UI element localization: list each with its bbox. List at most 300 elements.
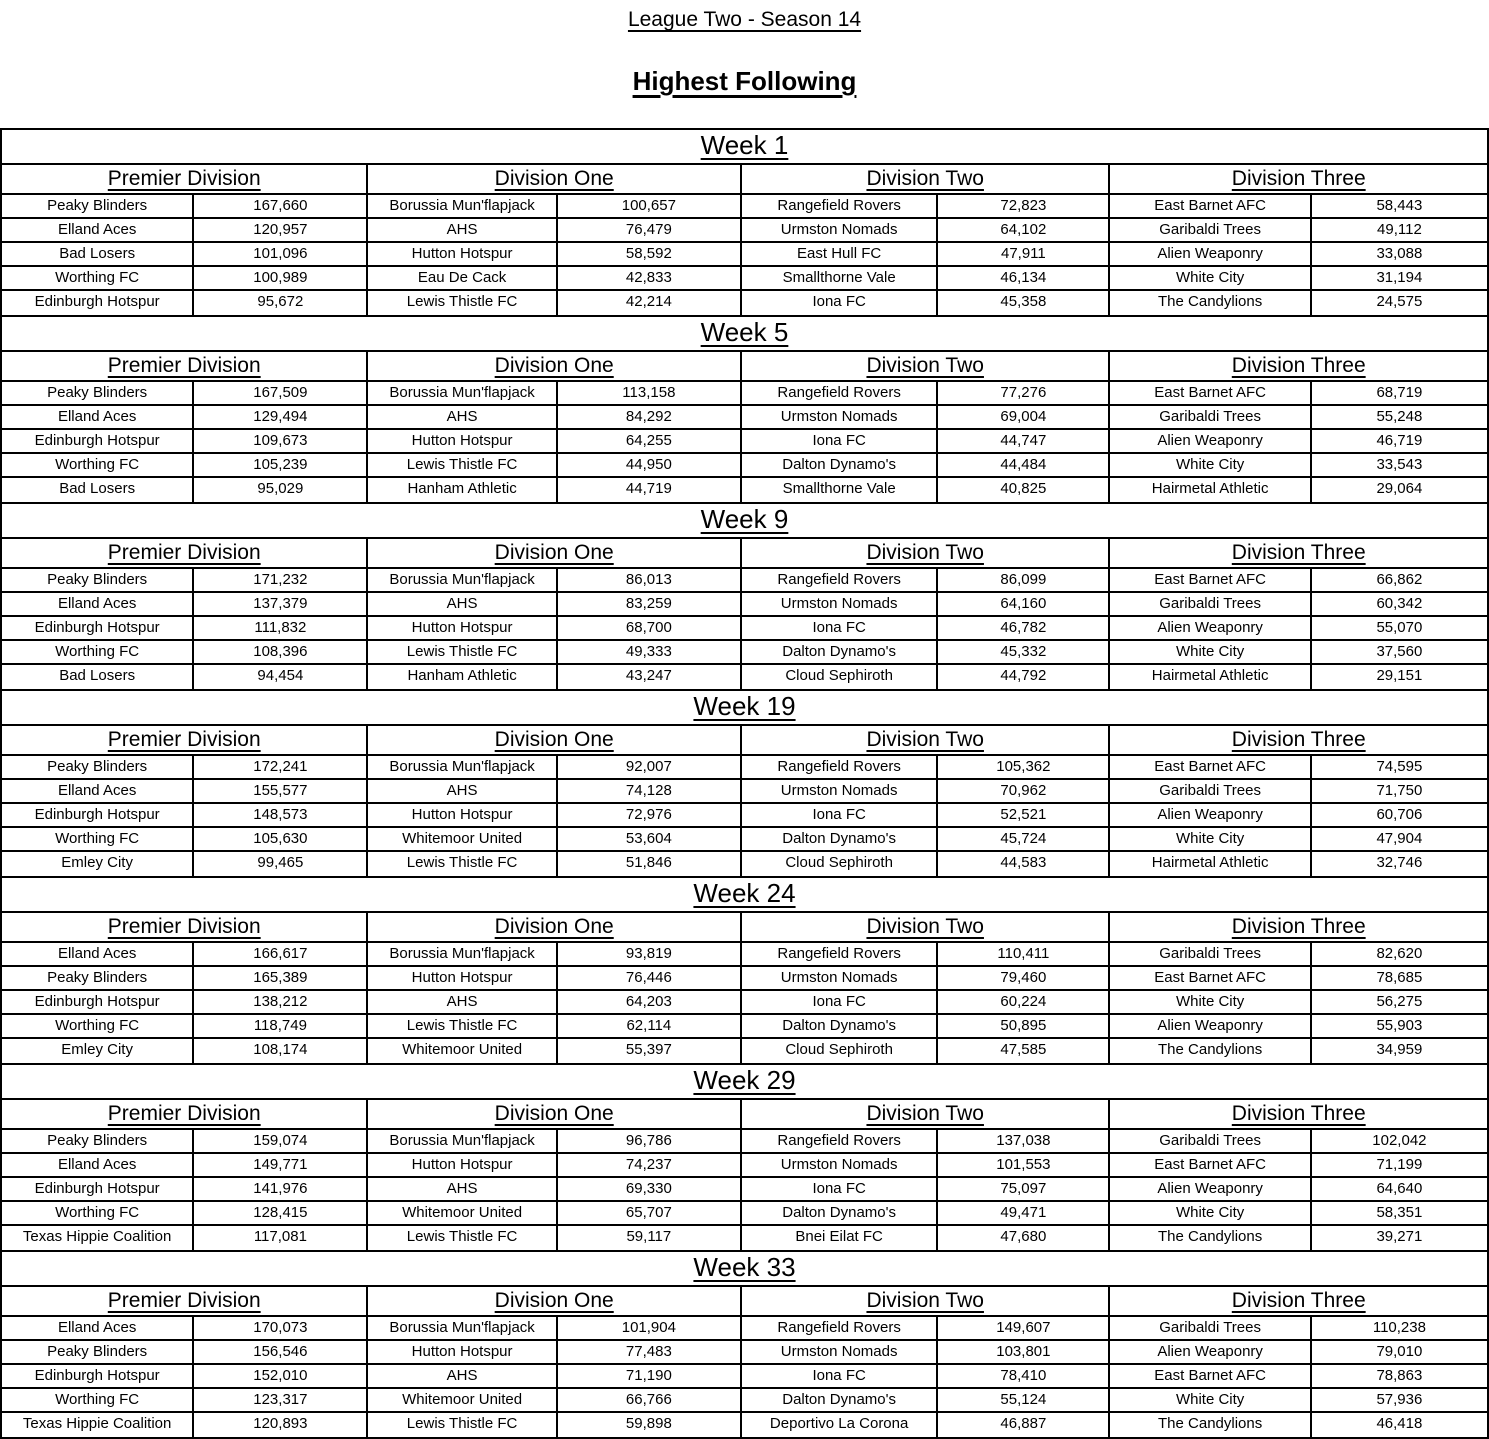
team-value-cell: 45,332 [938, 641, 1110, 665]
team-name-cell: Edinburgh Hotspur [2, 804, 194, 828]
team-value-cell: 74,595 [1312, 756, 1487, 780]
division-header-label: Division One [494, 354, 614, 377]
week-section [0, 689, 1489, 876]
team-name-cell: Alien Weaponry [1110, 617, 1311, 641]
team-name-cell: Rangefield Rovers [742, 1317, 938, 1341]
division-header [742, 539, 1110, 569]
team-name-cell: Worthing FC [2, 828, 194, 852]
team-name-cell: Hutton Hotspur [368, 804, 557, 828]
team-value-cell: 64,255 [558, 430, 742, 454]
team-value-cell: 60,706 [1312, 804, 1487, 828]
team-value-cell: 52,521 [938, 804, 1110, 828]
team-name-cell: Edinburgh Hotspur [2, 291, 194, 315]
division-header-label: Division One [494, 167, 614, 190]
division-header [1110, 539, 1487, 569]
team-name-cell: Hairmetal Athletic [1110, 478, 1311, 502]
team-value-cell: 58,351 [1312, 1202, 1487, 1226]
week-label: Week 29 [693, 1065, 796, 1095]
team-value-cell: 102,042 [1312, 1130, 1487, 1154]
team-value-cell: 83,259 [558, 593, 742, 617]
team-name-cell: The Candylions [1110, 1039, 1311, 1063]
team-value-cell: 78,863 [1312, 1365, 1487, 1389]
division-header-label: Division Three [1231, 1289, 1366, 1312]
page-title: League Two - Season 14 [627, 8, 862, 31]
team-value-cell: 29,064 [1376, 480, 1423, 497]
team-value-cell: 72,823 [938, 195, 1110, 219]
team-name-cell: Lewis Thistle FC [368, 641, 557, 665]
team-value-cell: 78,685 [1312, 967, 1487, 991]
week-table [0, 1287, 1489, 1439]
team-name-cell: Worthing FC [2, 267, 194, 291]
team-name-cell: Lewis Thistle FC [368, 454, 557, 478]
division-header [368, 352, 742, 382]
week-table [0, 726, 1489, 876]
team-name-cell: White City [1110, 641, 1311, 665]
team-value-cell: 55,397 [558, 1039, 742, 1063]
team-name-cell: Cloud Sephiroth [742, 1039, 938, 1063]
division-header [1110, 726, 1487, 756]
team-value-cell: 45,358 [938, 291, 1110, 315]
week-label: Week 24 [693, 878, 796, 908]
team-value-cell: 141,976 [194, 1178, 368, 1202]
team-value-cell: 42,833 [558, 267, 742, 291]
team-name-cell: Cloud Sephiroth [742, 852, 938, 876]
division-header-label: Premier Division [107, 728, 261, 751]
week-table [0, 352, 1489, 502]
team-name-cell: Dalton Dynamo's [742, 1015, 938, 1039]
division-header [368, 165, 742, 195]
team-value-cell: 40,825 [938, 478, 1110, 502]
team-value-cell: 60,342 [1312, 593, 1487, 617]
team-value-cell: 86,099 [938, 569, 1110, 593]
team-name-cell: Garibaldi Trees [1110, 593, 1311, 617]
division-header-label: Division Three [1231, 1102, 1366, 1125]
team-name-cell: Peaky Blinders [2, 756, 194, 780]
week-section [0, 315, 1489, 502]
team-value-cell: 37,560 [1312, 641, 1487, 665]
team-name-cell: Dalton Dynamo's [742, 1202, 938, 1226]
week-table [0, 165, 1489, 315]
week-table [0, 1100, 1489, 1250]
team-name-cell: Hutton Hotspur [368, 430, 557, 454]
division-header [2, 1287, 368, 1317]
team-value-cell: 53,604 [558, 828, 742, 852]
team-value-cell: 51,846 [558, 852, 742, 876]
team-value-cell: 49,471 [938, 1202, 1110, 1226]
team-value-cell: 75,097 [938, 1178, 1110, 1202]
team-name-cell: Peaky Blinders [2, 569, 194, 593]
division-header [2, 913, 368, 943]
team-name-cell: Urmston Nomads [742, 593, 938, 617]
team-value-cell: 95,672 [194, 291, 368, 315]
division-header-label: Division Two [866, 541, 984, 564]
week-header [0, 315, 1489, 352]
team-value-cell: 110,238 [1312, 1317, 1487, 1341]
team-value-cell: 137,379 [194, 593, 368, 617]
team-name-cell: Borussia Mun'flapjack [368, 756, 557, 780]
team-value-cell: 77,276 [938, 382, 1110, 406]
team-value-cell: 123,317 [194, 1389, 368, 1413]
team-name-cell: Borussia Mun'flapjack [368, 1317, 557, 1341]
team-value-cell: 55,124 [938, 1389, 1110, 1413]
team-value-cell: 129,494 [194, 406, 368, 430]
team-name-cell: Whitemoor United [368, 1202, 557, 1226]
team-value-cell: 34,959 [1376, 1041, 1423, 1058]
team-value-cell: 43,247 [558, 665, 742, 689]
team-value-cell: 101,553 [938, 1154, 1110, 1178]
team-value-cell: 103,801 [938, 1341, 1110, 1365]
team-name-cell: Borussia Mun'flapjack [368, 943, 557, 967]
team-name-cell: Garibaldi Trees [1110, 943, 1311, 967]
team-name-cell: Rangefield Rovers [742, 195, 938, 219]
division-header-label: Division Two [866, 1102, 984, 1125]
team-value-cell: 65,707 [558, 1202, 742, 1226]
division-header [742, 913, 1110, 943]
division-header [368, 726, 742, 756]
team-name-cell: Alien Weaponry [1110, 1341, 1311, 1365]
team-value-cell: 59,117 [558, 1226, 742, 1250]
team-value-cell: 64,160 [938, 593, 1110, 617]
division-header [368, 913, 742, 943]
team-value-cell: 95,029 [194, 478, 368, 502]
week-label: Week 1 [700, 130, 789, 160]
team-value-cell: 70,962 [938, 780, 1110, 804]
division-header [1110, 352, 1487, 382]
team-value-cell: 117,081 [194, 1226, 368, 1250]
team-value-cell: 64,640 [1312, 1178, 1487, 1202]
team-value-cell: 128,415 [194, 1202, 368, 1226]
team-value-cell: 101,096 [194, 243, 368, 267]
team-value-cell: 57,936 [1312, 1389, 1487, 1413]
team-value-cell: 44,719 [558, 478, 742, 502]
team-value-cell: 47,585 [938, 1039, 1110, 1063]
team-value-cell: 58,443 [1312, 195, 1487, 219]
team-value-cell: 100,989 [194, 267, 368, 291]
team-value-cell: 44,583 [938, 852, 1110, 876]
division-header [742, 726, 1110, 756]
team-name-cell: Edinburgh Hotspur [2, 430, 194, 454]
team-name-cell: AHS [368, 406, 557, 430]
team-name-cell: Iona FC [742, 617, 938, 641]
team-value-cell: 74,128 [558, 780, 742, 804]
team-value-cell: 71,199 [1312, 1154, 1487, 1178]
team-name-cell: Iona FC [742, 430, 938, 454]
team-name-cell: East Barnet AFC [1110, 195, 1311, 219]
team-name-cell: The Candylions [1110, 1226, 1311, 1250]
team-name-cell: Hutton Hotspur [368, 967, 557, 991]
team-value-cell: 100,657 [558, 195, 742, 219]
team-value-cell: 120,957 [194, 219, 368, 243]
division-header-label: Division Two [866, 354, 984, 377]
division-header-label: Premier Division [107, 915, 261, 938]
team-value-cell: 159,074 [194, 1130, 368, 1154]
team-value-cell: 92,007 [558, 756, 742, 780]
week-header [0, 1063, 1489, 1100]
team-value-cell: 33,088 [1312, 243, 1487, 267]
week-label: Week 9 [700, 504, 789, 534]
team-name-cell: Iona FC [742, 1365, 938, 1389]
team-name-cell: White City [1110, 991, 1311, 1015]
team-name-cell: Rangefield Rovers [742, 569, 938, 593]
team-value-cell: 59,898 [558, 1413, 742, 1437]
team-name-cell: East Barnet AFC [1110, 382, 1311, 406]
team-name-cell: Whitemoor United [368, 1039, 557, 1063]
team-name-cell: Urmston Nomads [742, 1341, 938, 1365]
team-name-cell: Garibaldi Trees [1110, 1317, 1311, 1341]
team-value-cell: 45,724 [938, 828, 1110, 852]
team-value-cell: 167,660 [194, 195, 368, 219]
team-value-cell: 32,746 [1376, 854, 1423, 871]
division-header [2, 726, 368, 756]
division-header [2, 352, 368, 382]
team-value-cell: 69,004 [938, 406, 1110, 430]
team-value-cell: 60,224 [938, 991, 1110, 1015]
team-name-cell: Iona FC [742, 804, 938, 828]
team-name-cell: Hutton Hotspur [368, 243, 557, 267]
team-value-cell: 105,362 [938, 756, 1110, 780]
team-name-cell: Alien Weaponry [1110, 430, 1311, 454]
week-section [0, 876, 1489, 1063]
team-name-cell: Deportivo La Corona [742, 1413, 938, 1437]
team-name-cell: Worthing FC [2, 1389, 194, 1413]
team-value-cell: 167,509 [194, 382, 368, 406]
team-name-cell: East Hull FC [742, 243, 938, 267]
division-header-label: Premier Division [107, 541, 261, 564]
team-name-cell: Hairmetal Athletic [1110, 852, 1311, 876]
team-value-cell: 149,607 [938, 1317, 1110, 1341]
team-value-cell: 46,134 [938, 267, 1110, 291]
team-name-cell: White City [1110, 828, 1311, 852]
team-name-cell: Hutton Hotspur [368, 617, 557, 641]
team-name-cell: White City [1110, 1202, 1311, 1226]
team-name-cell: Urmston Nomads [742, 406, 938, 430]
division-header [368, 539, 742, 569]
team-name-cell: Edinburgh Hotspur [2, 1365, 194, 1389]
team-value-cell: 44,747 [938, 430, 1110, 454]
team-name-cell: White City [1110, 454, 1311, 478]
team-name-cell: East Barnet AFC [1110, 756, 1311, 780]
division-header-label: Division Two [866, 915, 984, 938]
team-name-cell: Borussia Mun'flapjack [368, 569, 557, 593]
team-name-cell: Edinburgh Hotspur [2, 991, 194, 1015]
team-value-cell: 111,832 [194, 617, 368, 641]
team-value-cell: 105,239 [194, 454, 368, 478]
team-name-cell: Elland Aces [2, 406, 194, 430]
division-header-label: Division One [494, 541, 614, 564]
team-value-cell: 96,786 [558, 1130, 742, 1154]
team-name-cell: Iona FC [742, 991, 938, 1015]
team-name-cell: East Barnet AFC [1110, 1154, 1311, 1178]
division-header-label: Division One [494, 1289, 614, 1312]
team-value-cell: 71,190 [558, 1365, 742, 1389]
team-name-cell: Lewis Thistle FC [368, 852, 557, 876]
week-header [0, 128, 1489, 165]
team-value-cell: 94,454 [194, 665, 368, 689]
division-header-label: Division Two [866, 167, 984, 190]
team-value-cell: 49,333 [558, 641, 742, 665]
team-value-cell: 170,073 [194, 1317, 368, 1341]
division-header [1110, 165, 1487, 195]
division-header [742, 1287, 1110, 1317]
team-value-cell: 120,893 [194, 1413, 368, 1437]
division-header-label: Premier Division [107, 1102, 261, 1125]
team-name-cell: White City [1110, 267, 1311, 291]
team-name-cell: East Barnet AFC [1110, 967, 1311, 991]
team-name-cell: Whitemoor United [368, 828, 557, 852]
team-value-cell: 156,546 [194, 1341, 368, 1365]
division-header-label: Division One [494, 1102, 614, 1125]
team-name-cell: Worthing FC [2, 641, 194, 665]
week-section [0, 1063, 1489, 1250]
team-name-cell: Dalton Dynamo's [742, 454, 938, 478]
team-value-cell: 55,248 [1312, 406, 1487, 430]
team-name-cell: Rangefield Rovers [742, 1130, 938, 1154]
team-value-cell: 99,465 [194, 852, 368, 876]
team-value-cell: 77,483 [558, 1341, 742, 1365]
week-section [0, 128, 1489, 315]
division-header-label: Premier Division [107, 1289, 261, 1312]
team-value-cell: 46,887 [938, 1413, 1110, 1437]
team-name-cell: Borussia Mun'flapjack [368, 1130, 557, 1154]
team-name-cell: Hanham Athletic [368, 665, 557, 689]
week-header [0, 876, 1489, 913]
team-name-cell: AHS [368, 1365, 557, 1389]
team-name-cell: Rangefield Rovers [742, 756, 938, 780]
division-header [1110, 1100, 1487, 1130]
team-name-cell: Peaky Blinders [2, 1130, 194, 1154]
team-name-cell: AHS [368, 1178, 557, 1202]
team-name-cell: Lewis Thistle FC [368, 291, 557, 315]
team-value-cell: 55,070 [1312, 617, 1487, 641]
team-name-cell: Dalton Dynamo's [742, 828, 938, 852]
division-header [368, 1100, 742, 1130]
week-table [0, 539, 1489, 689]
team-value-cell: 171,232 [194, 569, 368, 593]
team-name-cell: Peaky Blinders [2, 1341, 194, 1365]
team-name-cell: Garibaldi Trees [1110, 1130, 1311, 1154]
team-name-cell: Worthing FC [2, 1202, 194, 1226]
team-name-cell: Worthing FC [2, 1015, 194, 1039]
team-name-cell: Elland Aces [2, 943, 194, 967]
team-name-cell: Eau De Cack [368, 267, 557, 291]
division-header [1110, 913, 1487, 943]
team-value-cell: 46,719 [1312, 430, 1487, 454]
division-header-label: Division One [494, 728, 614, 751]
team-value-cell: 71,750 [1312, 780, 1487, 804]
team-value-cell: 82,620 [1312, 943, 1487, 967]
team-value-cell: 24,575 [1376, 293, 1423, 310]
team-value-cell: 138,212 [194, 991, 368, 1015]
team-value-cell: 49,112 [1312, 219, 1487, 243]
division-header-label: Division Two [866, 728, 984, 751]
team-value-cell: 76,446 [558, 967, 742, 991]
team-name-cell: Smallthorne Vale [742, 267, 938, 291]
team-value-cell: 50,895 [938, 1015, 1110, 1039]
team-value-cell: 72,976 [558, 804, 742, 828]
team-name-cell: Lewis Thistle FC [368, 1413, 557, 1437]
team-value-cell: 66,862 [1312, 569, 1487, 593]
team-name-cell: Alien Weaponry [1110, 1015, 1311, 1039]
week-header [0, 502, 1489, 539]
division-header [368, 1287, 742, 1317]
team-value-cell: 68,719 [1312, 382, 1487, 406]
team-value-cell: 31,194 [1312, 267, 1487, 291]
team-value-cell: 58,592 [558, 243, 742, 267]
team-name-cell: The Candylions [1110, 291, 1311, 315]
team-name-cell: Lewis Thistle FC [368, 1015, 557, 1039]
team-value-cell: 108,396 [194, 641, 368, 665]
team-name-cell: Cloud Sephiroth [742, 665, 938, 689]
week-label: Week 19 [693, 691, 796, 721]
team-value-cell: 105,630 [194, 828, 368, 852]
team-name-cell: Urmston Nomads [742, 967, 938, 991]
team-name-cell: Iona FC [742, 1178, 938, 1202]
team-name-cell: Garibaldi Trees [1110, 780, 1311, 804]
team-value-cell: 46,418 [1376, 1415, 1423, 1432]
division-header [2, 165, 368, 195]
team-value-cell: 56,275 [1312, 991, 1487, 1015]
team-name-cell: Elland Aces [2, 593, 194, 617]
team-name-cell: Urmston Nomads [742, 1154, 938, 1178]
team-name-cell: Borussia Mun'flapjack [368, 382, 557, 406]
team-name-cell: Alien Weaponry [1110, 1178, 1311, 1202]
team-name-cell: Worthing FC [2, 454, 194, 478]
team-name-cell: Emley City [2, 852, 194, 876]
team-name-cell: AHS [368, 219, 557, 243]
team-name-cell: Emley City [2, 1039, 194, 1063]
team-value-cell: 69,330 [558, 1178, 742, 1202]
team-name-cell: Elland Aces [2, 1317, 194, 1341]
team-value-cell: 78,410 [938, 1365, 1110, 1389]
division-header [1110, 1287, 1487, 1317]
team-value-cell: 74,237 [558, 1154, 742, 1178]
team-name-cell: Bad Losers [2, 478, 194, 502]
team-value-cell: 47,911 [938, 243, 1110, 267]
team-value-cell: 39,271 [1376, 1228, 1423, 1245]
team-value-cell: 108,174 [194, 1039, 368, 1063]
division-header [2, 1100, 368, 1130]
team-name-cell: Elland Aces [2, 780, 194, 804]
team-name-cell: Lewis Thistle FC [368, 1226, 557, 1250]
team-name-cell: Dalton Dynamo's [742, 1389, 938, 1413]
team-name-cell: Peaky Blinders [2, 382, 194, 406]
team-name-cell: Bnei Eilat FC [742, 1226, 938, 1250]
team-name-cell: Hutton Hotspur [368, 1154, 557, 1178]
division-header-label: Division Three [1231, 541, 1366, 564]
team-name-cell: Dalton Dynamo's [742, 641, 938, 665]
division-header-label: Premier Division [107, 354, 261, 377]
team-name-cell: Alien Weaponry [1110, 804, 1311, 828]
team-name-cell: Garibaldi Trees [1110, 219, 1311, 243]
team-value-cell: 84,292 [558, 406, 742, 430]
division-header-label: Division Three [1231, 915, 1366, 938]
team-value-cell: 44,950 [558, 454, 742, 478]
team-name-cell: AHS [368, 780, 557, 804]
team-value-cell: 29,151 [1376, 667, 1423, 684]
team-name-cell: Texas Hippie Coalition [2, 1413, 194, 1437]
team-name-cell: AHS [368, 991, 557, 1015]
team-name-cell: Bad Losers [2, 665, 194, 689]
team-value-cell: 79,010 [1312, 1341, 1487, 1365]
team-name-cell: Hanham Athletic [368, 478, 557, 502]
team-name-cell: Hairmetal Athletic [1110, 665, 1311, 689]
team-name-cell: Rangefield Rovers [742, 382, 938, 406]
team-name-cell: Urmston Nomads [742, 219, 938, 243]
team-value-cell: 166,617 [194, 943, 368, 967]
week-header [0, 689, 1489, 726]
team-name-cell: East Barnet AFC [1110, 569, 1311, 593]
division-header-label: Division Two [866, 1289, 984, 1312]
